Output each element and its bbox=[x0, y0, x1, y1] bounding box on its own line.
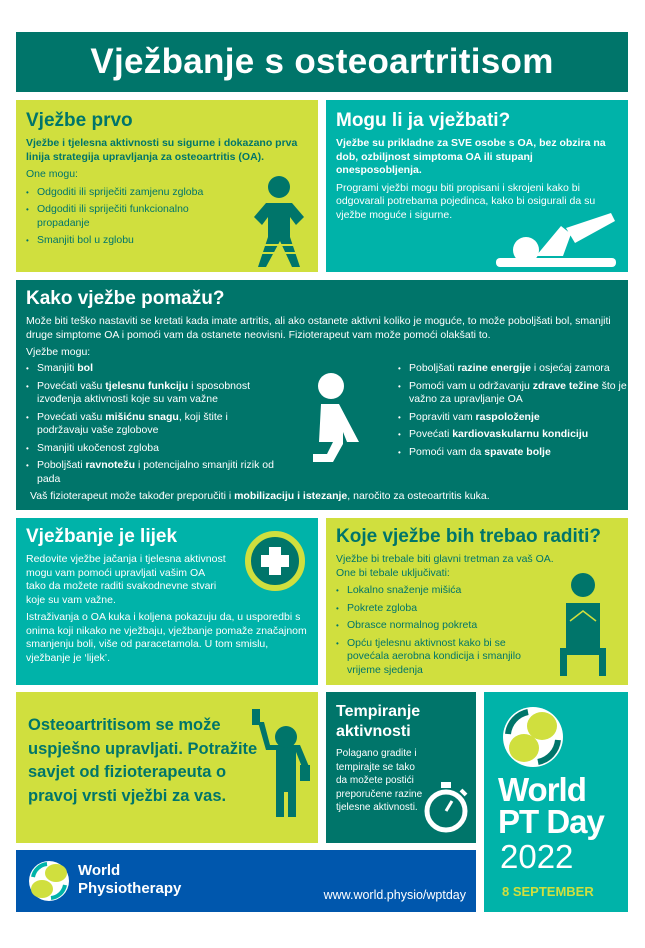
header bbox=[16, 32, 628, 92]
dumbbell-figure-icon bbox=[248, 707, 313, 817]
section-can-i-exercise bbox=[326, 100, 628, 272]
list-item: • Popraviti vam raspoloženje bbox=[398, 411, 628, 425]
brand-name: World Physiotherapy bbox=[78, 862, 182, 897]
page-title: Vježbanje s osteoartritisom bbox=[90, 42, 554, 81]
section-exercise-first bbox=[16, 100, 318, 272]
list-item: • Smanjiti bol bbox=[26, 362, 281, 376]
heading: Mogu li ja vježbati? bbox=[336, 110, 511, 131]
section-pacing bbox=[326, 692, 476, 843]
world-pt-day-panel bbox=[484, 692, 628, 912]
paragraph: Istraživanja o OA kuka i koljena pokazuju da, u usporedbi s onima koji nikako ne vježbaju, vježbanje pomaže značajnom smanjenju boli, više od paracetamola. U tom smislu, vježbanje je ‘lijek’. bbox=[26, 611, 307, 664]
list-item: • Smanjiti ukočenost zgloba bbox=[26, 442, 281, 456]
body: Programi vježbi mogu biti propisani i skrojeni kako bi odgovarali potrebama pojedinca, kako bi osigurali da su vježbe moguće i sigurne. bbox=[336, 181, 596, 221]
heading: Kako vježbe pomažu? bbox=[26, 288, 225, 309]
kneeling-figure-icon bbox=[301, 372, 376, 482]
resistance-band-figure-icon bbox=[246, 175, 311, 270]
event-date: 8 SEPTEMBER bbox=[502, 884, 594, 899]
section-exercise-is-medicine bbox=[16, 518, 318, 685]
section-how-exercise-helps bbox=[16, 280, 628, 510]
world-physiotherapy-logo-icon bbox=[28, 860, 70, 902]
stopwatch-icon bbox=[421, 780, 471, 835]
paragraph: Redovite vježbe jačanja i tjelesna aktivnost mogu vam pomoći upravljati vašim OA tako da možete raditi svakodnevne stvari koje su vam važne. bbox=[26, 553, 226, 606]
list-item: • Obrasce normalnog pokreta bbox=[336, 619, 546, 633]
intro: One mogu: bbox=[26, 168, 78, 180]
footer-note: Vaš fizioterapeut može također preporučiti i mobilizaciju i istezanje, naročito za osteoartritis kuka. bbox=[30, 490, 490, 502]
lead: Vježbe i tjelesna aktivnosti su sigurne i dokazano prva linija strategija upravljanja za osteoartritis (OA). bbox=[26, 137, 298, 163]
body: Polagano gradite i tempirajte se tako da možete postići preporučene razine tjelesne aktivnosti. bbox=[336, 748, 423, 813]
website-link[interactable]: www.world.physio/wptday bbox=[323, 888, 466, 902]
list-item: • Poboljšati ravnotežu i potencijalno smanjiti rizik od pada bbox=[26, 459, 281, 486]
list-item: • Odgoditi ili spriječiti funkcionalno propadanje bbox=[26, 203, 236, 230]
footer-brand bbox=[16, 850, 476, 912]
list-item: • Povećati vašu mišićnu snagu, koji štite i podržavaju vaše zglobove bbox=[26, 411, 281, 438]
list-item: • Povećati kardiovaskularnu kondiciju bbox=[398, 428, 628, 442]
event-title: World PT Day bbox=[498, 771, 604, 840]
lead: Vježbe bi trebale biti glavni tretman za vaš OA. One bi tebale uključivati: bbox=[336, 553, 554, 579]
section-which-exercises bbox=[326, 518, 628, 685]
heading: Vježbe prvo bbox=[26, 110, 133, 131]
seated-figure-icon bbox=[558, 573, 608, 678]
heading: Vježbanje je lijek bbox=[26, 526, 178, 547]
list-item: • Opću tjelesnu aktivnost kako bi se povećala aerobna kondicija i smanjilo vrijeme sjedenja bbox=[336, 637, 546, 678]
section-manage-message bbox=[16, 692, 318, 843]
lead: Vježbe su prikladne za SVE osobe s OA, bez obzira na dob, ozbiljnost simptoma OA ili stupanj onesposobljenja. bbox=[336, 137, 606, 176]
event-year: 2022 bbox=[500, 838, 574, 875]
list-item: • Lokalno snaženje mišića bbox=[336, 584, 546, 598]
message: Osteoartritisom se može uspješno upravljati. Potražite savjet od fizioterapeuta o pravoj vrsti vježbi za vas. bbox=[28, 716, 258, 805]
sub: Vježbe mogu: bbox=[26, 346, 91, 358]
intro: Može biti teško nastaviti se kretati kada imate artritis, ali ako ostanete aktivni koliko je moguće, to može poboljšati bol, smanjiti druge simptome OA i pomoći vam da ostanete neovisni. Fizioterapeut vam može pomoći olakšati to. bbox=[26, 315, 611, 341]
list-item: • Pokrete zgloba bbox=[336, 602, 546, 616]
heading: Koje vježbe bih trebao raditi? bbox=[336, 526, 601, 547]
list-item: • Odgoditi ili spriječiti zamjenu zgloba bbox=[26, 186, 236, 200]
world-pt-day-logo-icon bbox=[502, 706, 564, 768]
list-item: • Pomoći vam da spavate bolje bbox=[398, 446, 628, 460]
list-item: • Poboljšati razine energije i osjećaj zamora bbox=[398, 362, 628, 376]
lying-exercise-figure-icon bbox=[496, 210, 621, 270]
medical-cross-icon bbox=[244, 530, 306, 592]
list-item: • Smanjiti bol u zglobu bbox=[26, 234, 236, 248]
list-item: • Povećati vašu tjelesnu funkciju i sposobnost izvođenja aktivnosti koje su vam važne bbox=[26, 380, 281, 407]
list-item: • Pomoći vam u održavanju zdrave težine što je važno za upravljanje OA bbox=[398, 380, 628, 407]
heading: Tempiranje aktivnosti bbox=[336, 703, 421, 740]
